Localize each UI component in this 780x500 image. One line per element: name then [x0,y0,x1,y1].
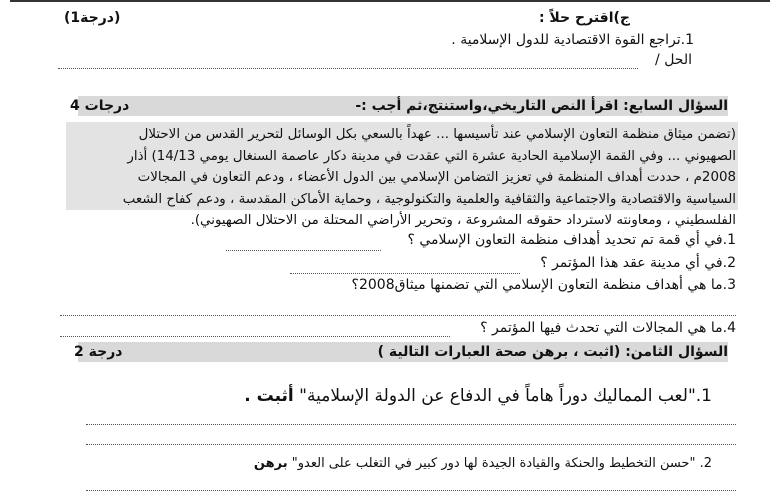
q7-question-1: 1.في أي قمة تم تحديد أهداف منظمة التعاون الإسلامي ؟ [407,232,736,248]
q7-question-3: 3.ما هي أهداف منظمة التعاون الإسلامي التي تضمنها ميثاق2008؟ [351,277,736,293]
answer-dotted-line[interactable] [86,444,736,445]
historical-passage [72,124,736,232]
q8-score: 2 درجة [74,344,123,360]
solution-label: الحل / [655,52,692,68]
q7-title: السؤال السابع: اقرأ النص التاريخي،واستنتج،ثم أجب :- [355,98,728,114]
q8-statement-2 [254,456,712,471]
statement-text: 2. "حسن التخطيط والحنكة والقيادة الجيدة لها دور كبير في التغلب على العدو" [291,456,712,471]
answer-dotted-line[interactable] [60,336,450,337]
answer-dotted-line[interactable] [86,424,736,425]
section-j-title: ج)اقترح حلاً : [538,10,630,26]
answer-dotted-line[interactable] [58,68,638,69]
passage-line: 2008م ، حددت أهداف المنظمة في تعزيز التضامن الإسلامي بين الدول الأعضاء ، ودعم التعاون في المجالات [137,170,736,185]
answer-dotted-line[interactable] [226,250,381,251]
section-j-item-1: 1.تراجع القوة الاقتصادية للدول الإسلامية . [451,32,694,48]
passage-line: السياسية والاقتصادية والاجتماعية والثقافية والعلمية والتكنولوجية ، وحماية الأماكن المقدسة ، ودعم كفاح الشعب [122,191,736,207]
answer-dotted-line[interactable] [86,490,736,491]
answer-dotted-line[interactable] [290,273,520,274]
q7-question-2: 2.في أي مدينة عقد هذا المؤتمر ؟ [540,255,736,271]
answer-dotted-line[interactable] [60,315,736,316]
q8-title: السؤال الثامن: (اثبت ، برهن صحة العبارات التالية ) [377,344,728,360]
statement-action: برهن [253,456,288,471]
passage-line: الفلسطيني ، ومعاونته لاسترداد حقوقه المشروعة ، وتحرير الأراضي المحتلة من الاحتلال الصهيوني). [190,213,736,228]
passage-line: الصهيوني ... وفي القمة الإسلامية الحادية عشرة التي عقدت في مدينة دكار عاصمة السنغال يومي 14/13) أذار [127,148,736,164]
section-j-score: (1درجة) [64,10,121,26]
q7-score: 4 درجات [70,98,130,114]
statement-text: 1."لعب المماليك دوراً هاماً في الدفاع عن الدولة الإسلامية" [299,386,712,406]
passage-line: (تضمن ميثاق منظمة التعاون الإسلامي عند تأسيسها ... عهداً بالسعي بكل الوسائل لتحرير القدس من الاحتلال [138,127,736,142]
q7-question-4: 4.ما هي المجالات التي تحدث فيها المؤتمر ؟ [480,320,736,336]
statement-action: أثبت . [244,386,294,406]
top-border [10,0,770,2]
q8-statement-1 [244,386,712,406]
